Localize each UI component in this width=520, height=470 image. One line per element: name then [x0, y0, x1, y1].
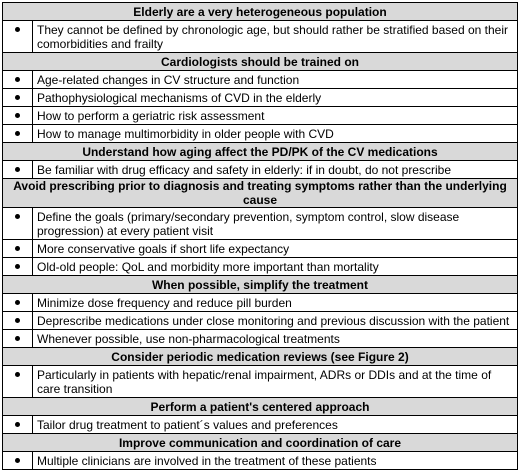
list-item: Old-old people: QoL and morbidity more important than mortality — [33, 258, 518, 276]
bullet-cell — [3, 258, 33, 276]
section-header: Perform a patient's centered approach — [3, 398, 518, 416]
table-row — [3, 208, 518, 240]
section-header-row — [3, 434, 518, 452]
bullet-icon — [15, 458, 20, 463]
bullet-cell — [3, 125, 33, 143]
list-item: Pathophysiological mechanisms of CVD in the elderly — [33, 89, 518, 107]
bullet-cell — [3, 71, 33, 89]
list-item: More conservative goals if short life expectancy — [33, 240, 518, 258]
list-item: How to perform a geriatric risk assessment — [33, 107, 518, 125]
bullet-icon — [15, 264, 20, 269]
section-header: Improve communication and coordination of care — [3, 434, 518, 452]
section-header: Understand how aging affect the PD/PK of the CV medications — [3, 143, 518, 161]
table-row — [3, 89, 518, 107]
table-row — [3, 107, 518, 125]
bullet-cell — [3, 294, 33, 312]
table-body — [3, 3, 518, 470]
bullet-icon — [15, 167, 20, 172]
recommendations-table — [2, 2, 518, 470]
bullet-icon — [15, 113, 20, 118]
list-item: How to manage multimorbidity in older people with CVD — [33, 125, 518, 143]
bullet-cell — [3, 416, 33, 434]
section-header-row — [3, 143, 518, 161]
bullet-icon — [15, 214, 20, 219]
list-item: Whenever possible, use non-pharmacological treatments — [33, 330, 518, 348]
list-item: Age-related changes in CV structure and function — [33, 71, 518, 89]
table-row — [3, 366, 518, 398]
list-item: Particularly in patients with hepatic/renal impairment, ADRs or DDIs and at the time of care transition — [33, 366, 518, 398]
section-header-row — [3, 398, 518, 416]
section-header-row — [3, 53, 518, 71]
bullet-cell — [3, 107, 33, 125]
section-header: When possible, simplify the treatment — [3, 276, 518, 294]
bullet-icon — [15, 95, 20, 100]
list-item: Be familiar with drug efficacy and safety in elderly: if in doubt, do not prescribe — [33, 161, 518, 179]
table-row — [3, 240, 518, 258]
bullet-icon — [15, 27, 20, 32]
bullet-cell — [3, 21, 33, 53]
table-row — [3, 161, 518, 179]
bullet-icon — [15, 77, 20, 82]
table-row — [3, 71, 518, 89]
section-header-row — [3, 3, 518, 21]
bullet-cell — [3, 452, 33, 470]
list-item: Deprescribe medications under close monitoring and previous discussion with the patient — [33, 312, 518, 330]
section-header-row — [3, 179, 518, 208]
section-header: Elderly are a very heterogeneous population — [3, 3, 518, 21]
table-row — [3, 21, 518, 53]
table-row — [3, 294, 518, 312]
bullet-cell — [3, 89, 33, 107]
list-item: Multiple clinicians are involved in the treatment of these patients — [33, 452, 518, 470]
section-header: Consider periodic medication reviews (see Figure 2) — [3, 348, 518, 366]
section-header: Avoid prescribing prior to diagnosis and treating symptoms rather than the underlying cause — [3, 179, 518, 208]
section-header: Cardiologists should be trained on — [3, 53, 518, 71]
bullet-cell — [3, 240, 33, 258]
list-item: Tailor drug treatment to patient´s values and preferences — [33, 416, 518, 434]
table-row — [3, 416, 518, 434]
bullet-icon — [15, 246, 20, 251]
bullet-icon — [15, 318, 20, 323]
bullet-icon — [15, 131, 20, 136]
bullet-icon — [15, 336, 20, 341]
bullet-cell — [3, 366, 33, 398]
bullet-cell — [3, 161, 33, 179]
bullet-icon — [15, 372, 20, 377]
bullet-icon — [15, 422, 20, 427]
list-item: Define the goals (primary/secondary prevention, symptom control, slow disease progression) at every patient visit — [33, 208, 518, 240]
table-row — [3, 258, 518, 276]
bullet-cell — [3, 330, 33, 348]
section-header-row — [3, 276, 518, 294]
list-item: They cannot be defined by chronologic age, but should rather be stratified based on their comorbidities and frailty — [33, 21, 518, 53]
bullet-cell — [3, 312, 33, 330]
table-row — [3, 312, 518, 330]
bullet-cell — [3, 208, 33, 240]
list-item: Minimize dose frequency and reduce pill burden — [33, 294, 518, 312]
table-row — [3, 125, 518, 143]
table-row — [3, 452, 518, 470]
section-header-row — [3, 348, 518, 366]
bullet-icon — [15, 300, 20, 305]
table-row — [3, 330, 518, 348]
